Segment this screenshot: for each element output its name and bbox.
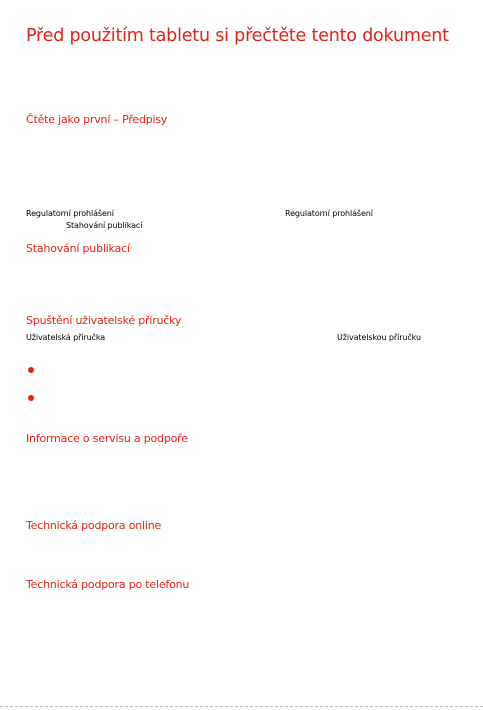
section-heading-phone-support: Technická podpora po telefonu (26, 578, 190, 591)
page-bottom-divider (0, 706, 483, 707)
regulatory-notice-link-right[interactable]: Regulatorní prohlášení (285, 209, 373, 218)
bullet-icon (28, 395, 34, 401)
user-guide-link-right[interactable]: Uživatelskou příručku (337, 333, 421, 342)
section-heading-online-support: Technická podpora online (26, 519, 162, 532)
page-title: Před použitím tabletu si přečtěte tento dokument (26, 26, 449, 46)
section-heading-user-guide: Spuštění uživatelské příručky (26, 314, 182, 327)
section-heading-read-first: Čtěte jako první – Předpisy (26, 113, 168, 126)
downloads-link-inline[interactable]: Stahování publikací (66, 221, 143, 230)
bullet-icon (28, 367, 34, 373)
section-heading-service: Informace o servisu a podpoře (26, 432, 188, 445)
user-guide-link-left[interactable]: Uživatelská příručka (26, 333, 106, 342)
section-heading-downloads: Stahování publikací (26, 242, 130, 255)
regulatory-notice-link-left[interactable]: Regulatorní prohlášení (26, 209, 114, 218)
